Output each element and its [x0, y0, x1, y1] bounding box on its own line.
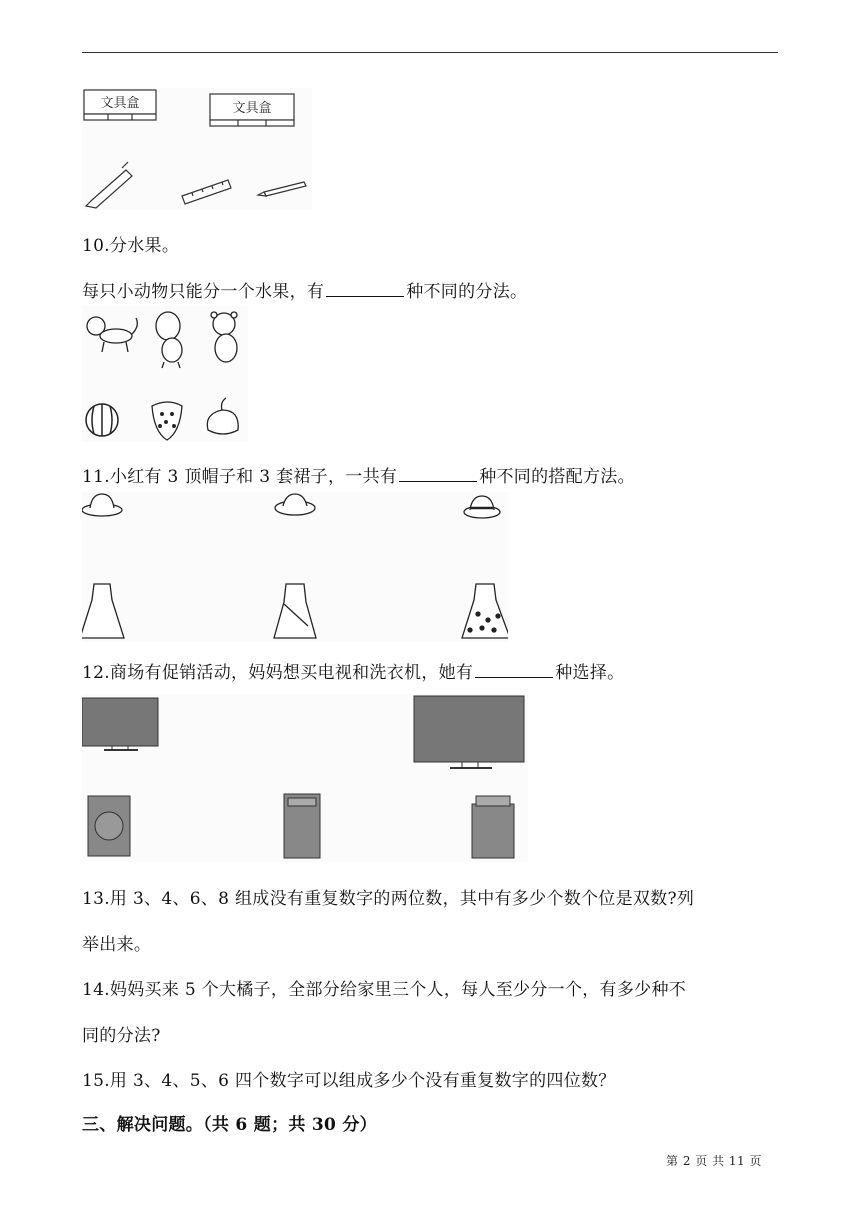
- q10-title: 10.分水果。: [82, 236, 180, 256]
- washing-machine-icon-3: [472, 796, 514, 858]
- cat-icon: [87, 317, 137, 352]
- animals-fruits-figure: [82, 306, 248, 442]
- bear-icon: [211, 312, 237, 362]
- q13-line1: 13.用 3、4、6、8 组成没有重复数字的两位数，其中有多少个数个位是双数?列: [82, 889, 695, 909]
- pencil-icon: [258, 182, 306, 196]
- peach-icon: [207, 398, 238, 434]
- pen-icon: [86, 162, 132, 208]
- section-3-title: 三、解决问题。（共 6 题；共 30 分）: [82, 1115, 377, 1135]
- q11-text: 11.小红有 3 顶帽子和 3 套裙子，一共有 种不同的搭配方法。: [82, 467, 635, 487]
- q13-line2: 举出来。: [82, 935, 152, 955]
- tv-washer-figure: [82, 694, 528, 862]
- hats-dresses-figure: [82, 492, 508, 642]
- ruler-icon: [182, 180, 231, 204]
- hat-icon-2: [275, 494, 315, 515]
- q12-text: 12.商场有促销活动，妈妈想买电视和洗衣机，她有 种选择。: [82, 663, 625, 683]
- q11-answer-blank[interactable]: [399, 467, 477, 482]
- strawberry-icon: [152, 402, 182, 440]
- box-label-left: 文具盒: [100, 96, 140, 111]
- tv-icon-small: [82, 698, 158, 750]
- q12-answer-blank[interactable]: [475, 663, 553, 678]
- q14-line2: 同的分法?: [82, 1026, 161, 1046]
- box-label-right: 文具盒: [232, 101, 272, 116]
- q14-line1: 14.妈妈买来 5 个大橘子，全部分给家里三个人，每人至少分一个，有多少种不: [82, 980, 687, 1000]
- tv-icon-large: [414, 696, 524, 768]
- puppy-icon: [156, 312, 182, 368]
- dress-icon-3: [462, 584, 508, 638]
- q10-text: 每只小动物只能分一个水果，有 种不同的分法。: [82, 282, 528, 302]
- q10-answer-blank[interactable]: [326, 282, 404, 297]
- hat-icon-3: [464, 496, 500, 518]
- dress-icon-1: [82, 584, 124, 638]
- washing-machine-icon-1: [88, 796, 130, 856]
- dress-icon-2: [274, 584, 316, 638]
- watermelon-icon: [86, 404, 118, 436]
- page-footer: 第 2 页 共 11 页: [666, 1154, 762, 1168]
- hat-icon-1: [82, 494, 122, 516]
- header-rule: [82, 52, 778, 53]
- washing-machine-icon-2: [284, 794, 320, 858]
- q15-text: 15.用 3、4、5、6 四个数字可以组成多少个没有重复数字的四位数？: [82, 1071, 616, 1091]
- stationery-figure: [82, 88, 312, 210]
